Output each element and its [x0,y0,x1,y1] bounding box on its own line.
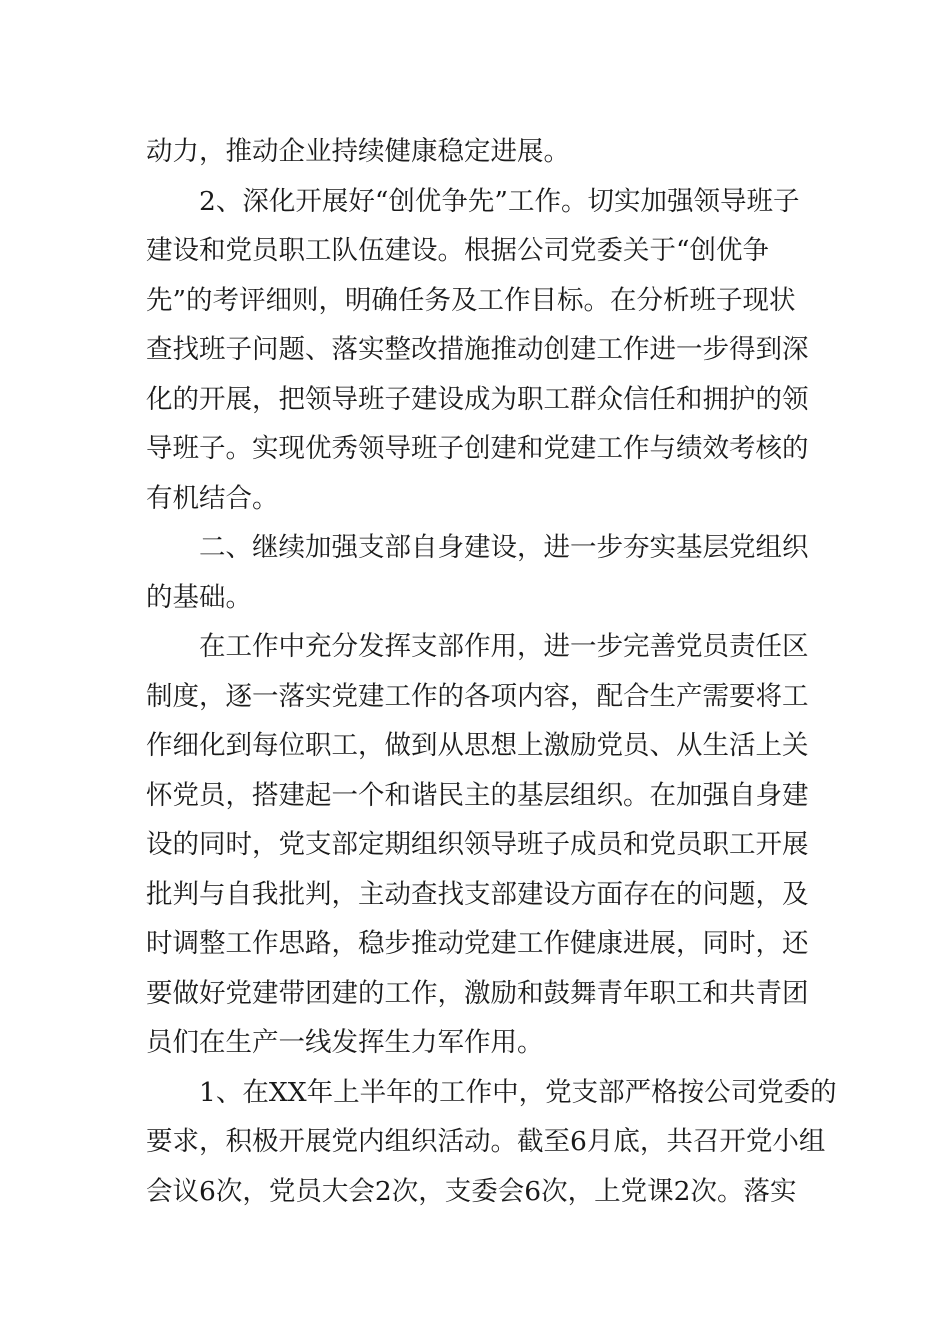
text-line: 在工作中充分发挥支部作用，进一步完善党员责任区 [199,631,809,662]
text-line: 二、继续加强支部自身建设，进一步夯实基层党组织 [199,532,809,563]
text-line: 要求，积极开展党内组织活动。截至6月底，共召开党小组 [146,1126,826,1157]
text-line: 制度，逐一落实党建工作的各项内容，配合生产需要将工 [146,680,809,712]
body-text [146,127,837,1216]
text-line: 会议6次，党员大会2次，支委会6次，上党课2次。落实 [146,1175,797,1207]
text-line: 批判与自我批判，主动查找支部建设方面存在的问题，及 [146,878,809,910]
text-line: 2、深化开展好“创优争先”工作。切实加强领导班子 [199,185,800,217]
text-line: 时调整工作思路，稳步推动党建工作健康进展，同时，还 [146,928,809,959]
text-line: 的基础。 [146,581,252,613]
text-line: 员们在生产一线发挥生力军作用。 [146,1027,544,1058]
text-line: 要做好党建带团建的工作，激励和鼓舞青年职工和共青团 [146,977,809,1009]
text-line: 建设和党员职工队伍建设。根据公司党委关于“创优争 [146,235,770,266]
text-line: 查找班子问题、落实整改措施推动创建工作进一步得到深 [146,334,809,365]
text-line: 作细化到每位职工，做到从思想上激励党员、从生活上关 [146,730,809,761]
text-line: 先”的考评细则，明确任务及工作目标。在分析班子现状 [146,284,796,316]
text-line: 动力，推动企业持续健康稳定进展。 [146,136,570,167]
text-line: 设的同时，党支部定期组织领导班子成员和党员职工开展 [146,829,809,860]
text-line: 有机结合。 [146,482,279,514]
text-line: 1、在XX年上半年的工作中，党支部严格按公司党委的 [199,1076,837,1108]
text-line: 怀党员，搭建起一个和谐民主的基层组织。在加强自身建 [146,779,809,811]
text-line: 导班子。实现优秀领导班子创建和党建工作与绩效考核的 [146,433,809,464]
text-line: 化的开展，把领导班子建设成为职工群众信任和拥护的领 [146,383,809,415]
